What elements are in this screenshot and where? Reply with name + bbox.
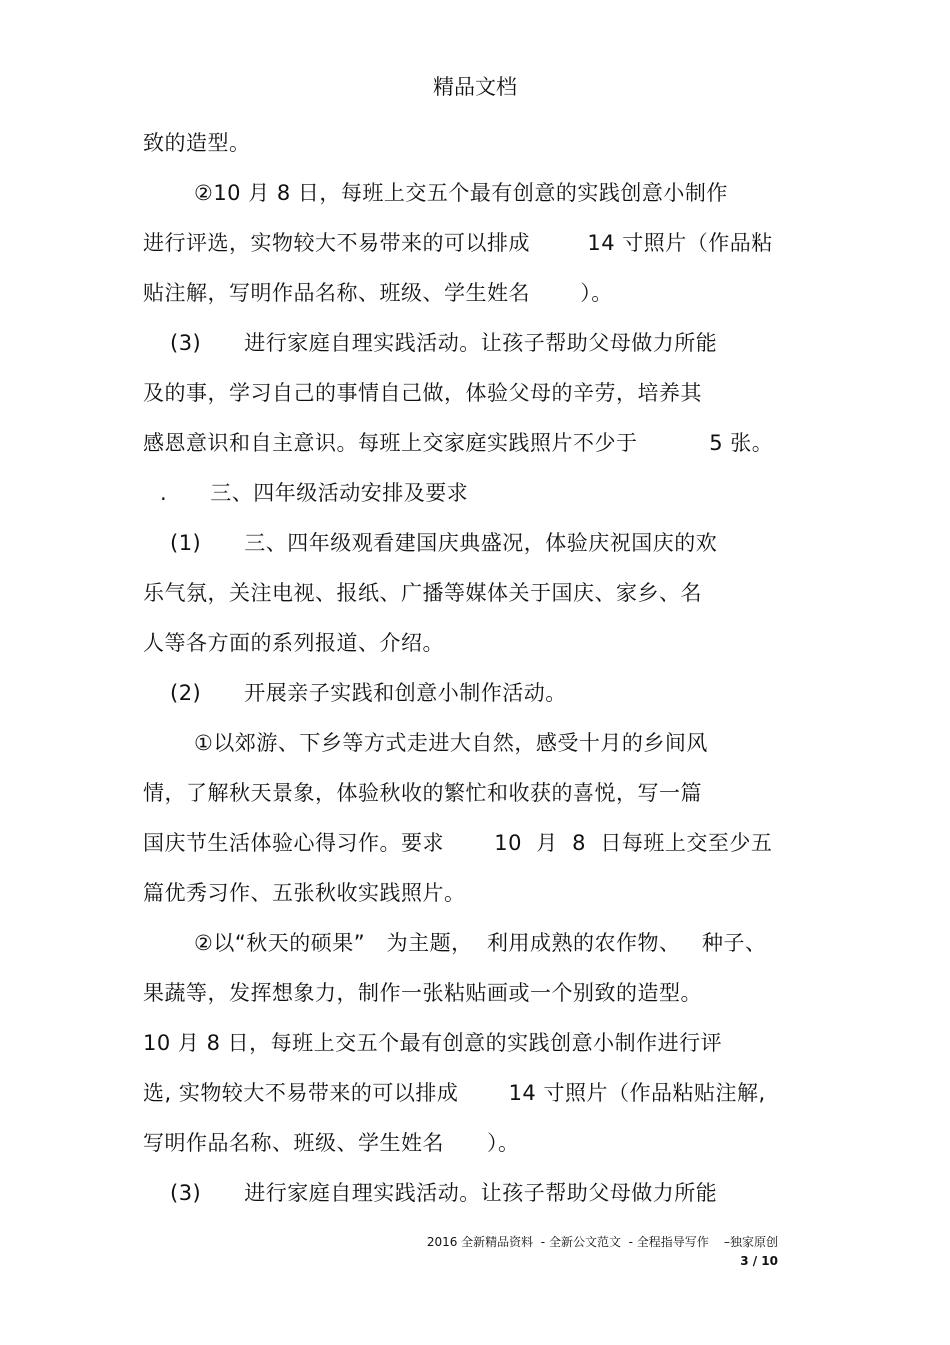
paragraph-line: (1) 三、四年级观看建国庆典盛况，体验庆祝国庆的欢 [170,531,718,555]
paragraph-line: 乐气氛，关注电视、报纸、广播等媒体关于国庆、家乡、名 [143,581,702,605]
paragraph-line: 果蔬等，发挥想象力，制作一张粘贴画或一个别致的造型。 [143,981,702,1005]
paragraph-line: 贴注解，写明作品名称、班级、学生姓名 ）。 [143,281,613,305]
section-heading: . 三、四年级活动安排及要求 [160,481,469,505]
paragraph-line: 进行评选，实物较大不易带来的可以排成 14 寸照片（作品粘 [143,231,773,255]
paragraph-line: 情，了解秋天景象，体验秋收的繁忙和收获的喜悦，写一篇 [143,781,702,805]
paragraph-line: 人等各方面的系列报道、介绍。 [143,631,444,655]
paragraph-line: (2) 开展亲子实践和创意小制作活动。 [170,681,567,705]
paragraph-line: 致的造型。 [143,131,251,155]
paragraph-line: 国庆节生活体验心得习作。要求 10 月 8 日每班上交至少五 [143,831,773,855]
paragraph-line: ②以“秋天的硕果” 为主题， 利用成熟的农作物、 种子、 [194,931,767,955]
paragraph-line: ②10 月 8 日，每班上交五个最有创意的实践创意小制作 [194,181,728,205]
paragraph-line: 篇优秀习作、五张秋收实践照片。 [143,881,466,905]
page-header: 精品文档 [433,75,517,99]
paragraph-line: 写明作品名称、班级、学生姓名 ）。 [143,1131,520,1155]
paragraph-line: 及的事，学习自己的事情自己做，体验父母的辛劳，培养其 [143,381,702,405]
paragraph-line: ①以郊游、下乡等方式走进大自然，感受十月的乡间风 [194,731,708,755]
paragraph-line: 选, 实物较大不易带来的可以排成 14 寸照片（作品粘贴注解, [143,1081,766,1105]
paragraph-line: (3) 进行家庭自理实践活动。让孩子帮助父母做力所能 [170,331,718,355]
paragraph-line: 10 月 8 日，每班上交五个最有创意的实践创意小制作进行评 [143,1031,723,1055]
paragraph-line: (3) 进行家庭自理实践活动。让孩子帮助父母做力所能 [170,1181,718,1205]
footer-text: 2016 全新精品资料 - 全新公文范文 - 全程指导写作 –独家原创 [426,1235,778,1249]
page-number: 3 / 10 [740,1254,778,1268]
paragraph-line: 感恩意识和自主意识。每班上交家庭实践照片不少于 5 张。 [143,431,774,455]
